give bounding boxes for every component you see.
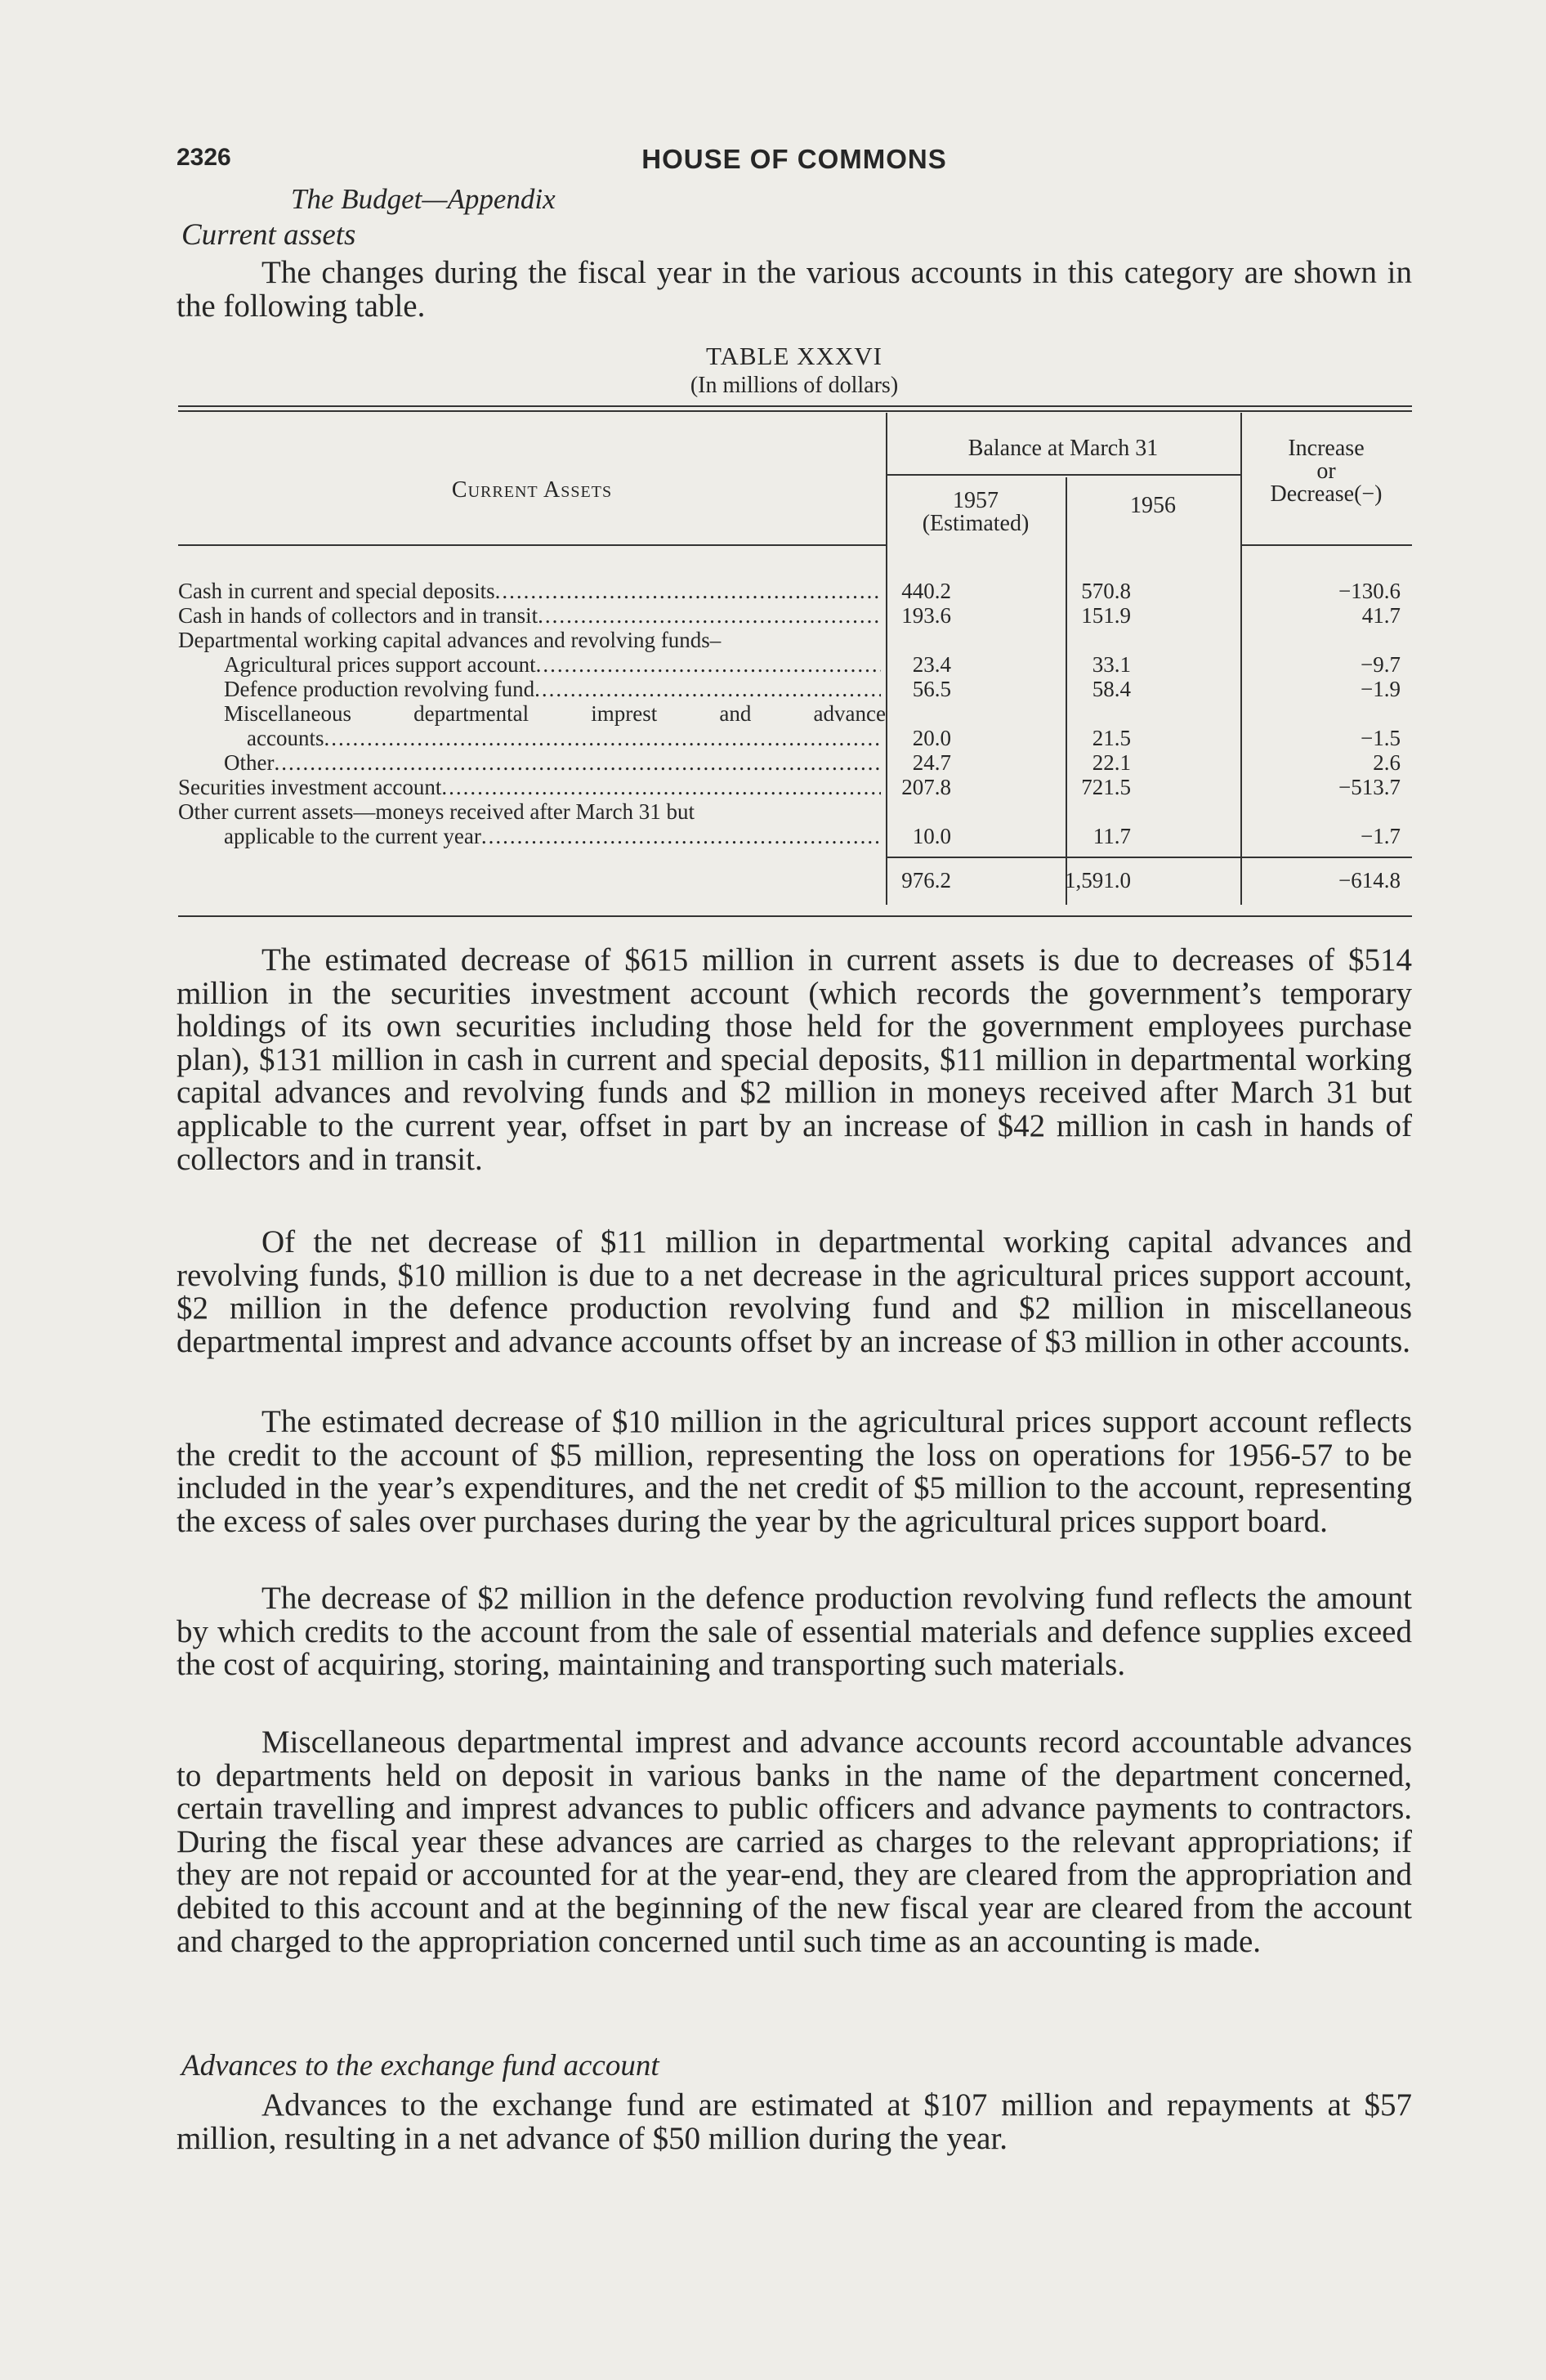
row-label: Miscellaneous departmental imprest and advance xyxy=(224,701,886,726)
cell-change: −1.7 xyxy=(1361,824,1401,848)
cell-1957: 20.0 xyxy=(912,726,951,750)
header-1957: 1957 xyxy=(953,488,999,513)
paragraph-5: Miscellaneous departmental imprest and advance accounts record accountable advances to departments held on deposit in various banks in the name of the department concerned, certain travelling and imprest advances to public officers and advance payments to contractors. During the fiscal year these advances are carried as charges to the relevant appropriations; if they are not repaid or accounted for at the year-end, they are cleared from the appropriation and debited to this account and at the beginning of the new fiscal year are cleared from the account and charged to the appropriation concerned until such time as an accounting is made. xyxy=(176,1725,1412,1959)
col-divider-2 xyxy=(1066,477,1067,905)
cell-1957: 10.0 xyxy=(912,824,951,848)
section-title-current-assets: Current assets xyxy=(181,218,356,252)
paragraph-4: The decrease of $2 million in the defence production revolving fund reflects the amount by which credits to the account from the sale of essential materials and defence supplies exceed the cost of acquiring, storing, maintaining and transporting such materials. xyxy=(176,1581,1412,1683)
row-label: Departmental working capital advances and revolving funds– xyxy=(178,628,722,652)
document-subtitle: The Budget—Appendix xyxy=(291,183,556,215)
header-1956: 1956 xyxy=(1130,493,1176,518)
cell-1956: 11.7 xyxy=(1092,824,1131,848)
row-label: accounts xyxy=(247,726,324,750)
header-rule-right xyxy=(1240,544,1412,546)
cell-1956: 22.1 xyxy=(1092,750,1131,775)
cell-change: 41.7 xyxy=(1361,603,1401,628)
total-1957: 976.2 xyxy=(901,868,951,892)
header-decrease: Decrease(−) xyxy=(1270,481,1383,507)
col-divider-1 xyxy=(886,413,887,905)
section-title-exchange-fund: Advances to the exchange fund account xyxy=(181,2049,659,2082)
cell-1956: 570.8 xyxy=(1081,579,1131,603)
page-header xyxy=(176,144,1412,181)
paragraph-1: The estimated decrease of $615 million in current assets is due to decreases of $514 million in the securities investment account (which records the government’s temporary holdings of its own securities including those held for the government employees purchase plan), $131 million in cash in current and special deposits, $11 million in departmental working capital advances and revolving funds and $2 million in moneys received after March 31 but applicable to the current year, offset in part by an increase of $42 million in cash in hands of collectors and in transit. xyxy=(176,942,1412,1177)
table-bottom-rule xyxy=(178,915,1412,917)
balance-underline xyxy=(886,474,1240,476)
cell-1956: 33.1 xyxy=(1092,652,1131,677)
cell-change: −9.7 xyxy=(1361,652,1401,677)
cell-1957: 440.2 xyxy=(901,579,951,603)
cell-1956: 721.5 xyxy=(1081,775,1131,799)
row-label: Securities investment account xyxy=(178,775,442,799)
row-label: Defence production revolving fund xyxy=(224,677,535,701)
row-label: Agricultural prices support account xyxy=(224,652,536,677)
cell-1957: 56.5 xyxy=(912,677,951,701)
paragraph-2: Of the net decrease of $11 million in departmental working capital advances and revolving funds, $10 million is due to a net decrease in the agricultural prices support account, $2 million in the defence production revolving fund and $2 million in miscellaneous departmental imprest and advance accounts offset by an increase of $3 million in other accounts. xyxy=(176,1224,1412,1359)
cell-1956: 58.4 xyxy=(1092,677,1131,701)
cell-change: −1.5 xyxy=(1361,726,1401,750)
page-number: 2326 xyxy=(176,144,231,171)
header-current-assets: Current Assets xyxy=(451,477,613,503)
header-balance: Balance at March 31 xyxy=(967,436,1159,461)
cell-1957: 23.4 xyxy=(912,652,951,677)
table-top-rule-2 xyxy=(178,410,1412,412)
running-title: HOUSE OF COMMONS xyxy=(641,144,947,174)
total-rule xyxy=(886,857,1412,858)
cell-1957: 207.8 xyxy=(901,775,951,799)
paragraph-3: The estimated decrease of $10 million in the agricultural prices support account reflects the credit to the account of $5 million, representing the loss on operations for 1956-57 to be included in the year’s expenditures, and the net credit of $5 million to the account, representing the excess of sales over purchases during the year by the agricultural prices support board. xyxy=(176,1404,1412,1539)
row-label: Other current assets—moneys received after March 31 but xyxy=(178,799,695,824)
cell-1956: 21.5 xyxy=(1092,726,1131,750)
total-1956: 1,591.0 xyxy=(1065,868,1131,892)
header-increase: Increase xyxy=(1288,436,1365,461)
cell-1956: 151.9 xyxy=(1081,603,1131,628)
exchange-fund-paragraph: Advances to the exchange fund are estimated at $107 million and repayments at $57 million, resulting in a net advance of $50 million during the year. xyxy=(176,2087,1412,2156)
total-change: −614.8 xyxy=(1338,868,1401,892)
table-title: TABLE XXXVI xyxy=(705,342,882,370)
cell-change: −130.6 xyxy=(1338,579,1401,603)
row-label: Other xyxy=(224,750,275,775)
row-label: Cash in current and special deposits xyxy=(178,579,495,603)
cell-change: −513.7 xyxy=(1338,775,1401,799)
table-top-rule xyxy=(178,405,1412,407)
cell-1957: 24.7 xyxy=(912,750,951,775)
header-estimated: (Estimated) xyxy=(922,511,1030,536)
cell-change: 2.6 xyxy=(1373,750,1401,775)
cell-1957: 193.6 xyxy=(901,603,951,628)
cell-change: −1.9 xyxy=(1361,677,1401,701)
row-label: applicable to the current year xyxy=(224,824,481,848)
row-label: Cash in hands of collectors and in transit xyxy=(178,603,538,628)
header-rule-left xyxy=(178,544,886,546)
header-or: or xyxy=(1316,459,1336,484)
table-subtitle: (In millions of dollars) xyxy=(690,373,899,398)
intro-paragraph: The changes during the fiscal year in the various accounts in this category are shown in the following table. xyxy=(176,255,1412,324)
